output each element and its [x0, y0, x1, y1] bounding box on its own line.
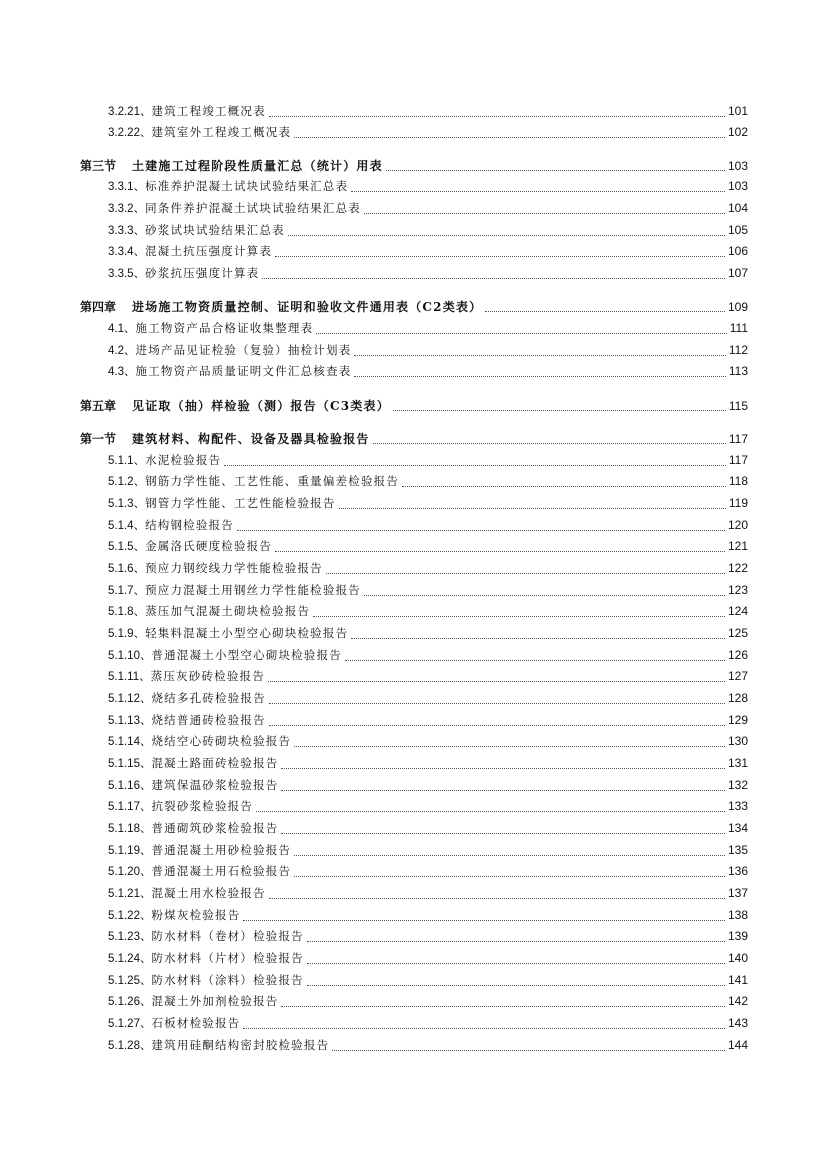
toc-entry-5-1-15[interactable] [108, 755, 748, 773]
entry-title: 砂浆抗压强度计算表 [145, 266, 260, 280]
toc-entry-5-1-16[interactable] [108, 777, 748, 795]
page-number: 106 [727, 244, 748, 258]
dot-leader [275, 246, 725, 257]
entry-number: 3.3.2、 [108, 203, 146, 215]
page-number: 133 [727, 799, 748, 813]
toc-entry-3-3-5[interactable] [108, 265, 748, 283]
entry-number: 5.1.3、 [108, 498, 146, 510]
dot-leader [332, 1040, 725, 1051]
entry-title: 粉煤灰检验报告 [151, 908, 241, 922]
page-number: 112 [728, 343, 748, 357]
page-number: 131 [727, 756, 748, 770]
entry-number: 3.3.4、 [108, 246, 146, 258]
toc-entry-5-1-1[interactable] [108, 452, 748, 470]
entry-number: 3.3.3、 [108, 225, 146, 237]
toc-entry-5-1-23[interactable] [108, 928, 748, 946]
page-number: 117 [728, 453, 748, 467]
entry-number: 5.1.17、 [108, 801, 152, 813]
dot-leader [307, 975, 725, 986]
page-number: 136 [727, 864, 748, 878]
entry-number: 5.1.7、 [108, 585, 146, 597]
page-number: 139 [727, 929, 748, 943]
toc-entry-5-1-5[interactable] [108, 538, 748, 556]
page-number: 135 [727, 843, 748, 857]
dot-leader [307, 953, 725, 964]
page-number: 138 [727, 908, 748, 922]
entry-number: 5.1.9、 [108, 628, 146, 640]
dot-leader [224, 455, 726, 466]
entry-title: 烧结空心砖砌块检验报告 [151, 734, 292, 748]
toc-entry-5-1-10[interactable] [108, 647, 748, 665]
page-number: 132 [727, 778, 748, 792]
toc-entry-5-1-7[interactable] [108, 582, 748, 600]
toc-entry-4-2[interactable] [108, 342, 748, 360]
section-number: 第一节 [80, 432, 117, 446]
page-number: 104 [727, 201, 748, 215]
dot-leader [269, 693, 725, 704]
entry-number: 3.3.1、 [108, 181, 146, 193]
toc-entry-5-1-27[interactable] [108, 1015, 748, 1033]
dot-leader [364, 203, 725, 214]
chapter-title: 见证取（抽）样检验（测）报告（C3类表） [132, 399, 390, 413]
entry-title: 烧结普通砖检验报告 [151, 713, 266, 727]
dot-leader [313, 606, 725, 617]
entry-title: 预应力钢绞线力学性能检验报告 [145, 561, 323, 575]
entry-title: 标准养护混凝土试块试验结果汇总表 [145, 179, 349, 193]
toc-chapter-4[interactable] [80, 298, 748, 316]
page-number: 119 [728, 496, 748, 510]
entry-number: 5.1.26、 [108, 996, 152, 1008]
page-number: 143 [727, 1016, 748, 1030]
entry-title: 普通砌筑砂浆检验报告 [151, 821, 279, 835]
page-number: 127 [727, 669, 748, 683]
entry-title: 防水材料（卷材）检验报告 [151, 929, 304, 943]
dot-leader [294, 845, 725, 856]
dot-leader [354, 366, 725, 377]
dot-leader [326, 563, 725, 574]
toc-entry-4-1[interactable] [108, 320, 748, 338]
page-number: 134 [727, 821, 748, 835]
page-number: 121 [727, 539, 748, 553]
toc-entry-3-2-22[interactable] [108, 124, 748, 142]
entry-title: 防水材料（片材）检验报告 [151, 951, 304, 965]
entry-number: 5.1.5、 [108, 541, 146, 553]
toc-entry-3-3-1[interactable] [108, 178, 748, 196]
toc-chapter-5[interactable] [80, 397, 748, 415]
page-number: 118 [728, 474, 748, 488]
page-number: 130 [727, 734, 748, 748]
section-title: 建筑材料、构配件、设备及器具检验报告 [132, 432, 370, 446]
entry-title: 砂浆试块试验结果汇总表 [145, 223, 285, 237]
toc-entry-5-1-12[interactable] [108, 690, 748, 708]
dot-leader [269, 715, 725, 726]
page-number: 142 [727, 994, 748, 1008]
entry-number: 5.1.28、 [108, 1040, 152, 1052]
page-number: 140 [727, 951, 748, 965]
dot-leader [243, 910, 725, 921]
dot-leader [281, 823, 724, 834]
entry-number: 4.2、 [108, 345, 136, 357]
entry-number: 3.2.22、 [108, 127, 152, 139]
entry-title: 蒸压加气混凝土砌块检验报告 [145, 604, 311, 618]
entry-title: 建筑室外工程竣工概况表 [151, 125, 292, 139]
entry-number: 3.2.21、 [108, 106, 152, 118]
page-number: 144 [727, 1038, 748, 1052]
chapter-title: 进场施工物资质量控制、证明和验收文件通用表（C2类表） [132, 300, 483, 314]
entry-title: 建筑保温砂浆检验报告 [151, 778, 279, 792]
entry-title: 混凝土用水检验报告 [151, 886, 266, 900]
entry-title: 混凝土抗压强度计算表 [145, 244, 273, 258]
entry-title: 普通混凝土用石检验报告 [151, 864, 292, 878]
chapter-number: 第五章 [80, 399, 117, 413]
entry-title: 普通混凝土小型空心砌块检验报告 [151, 648, 342, 662]
toc-entry-5-1-13[interactable] [108, 712, 748, 730]
dot-leader [269, 106, 725, 117]
entry-number: 5.1.15、 [108, 758, 152, 770]
toc-entry-5-1-25[interactable] [108, 972, 748, 990]
page-number: 102 [727, 125, 748, 139]
entry-number: 5.1.12、 [108, 693, 152, 705]
toc-entry-5-1-26[interactable] [108, 993, 748, 1011]
toc-entry-5-1-17[interactable] [108, 798, 748, 816]
dot-leader [256, 801, 725, 812]
entry-number: 5.1.4、 [108, 520, 146, 532]
entry-number: 5.1.10、 [108, 650, 152, 662]
entry-number: 5.1.16、 [108, 780, 152, 792]
toc-entry-3-3-2[interactable] [108, 200, 748, 218]
entry-number: 5.1.24、 [108, 953, 152, 965]
page-number: 126 [727, 648, 748, 662]
dot-leader [351, 628, 725, 639]
toc-entry-5-1-2[interactable] [108, 473, 748, 491]
dot-leader [268, 671, 725, 682]
section-title: 土建施工过程阶段性质量汇总（统计）用表 [132, 159, 383, 173]
entry-title: 石板材检验报告 [151, 1016, 241, 1030]
dot-leader [294, 866, 725, 877]
dot-leader [485, 301, 725, 312]
dot-leader [294, 127, 725, 138]
toc-entry-5-1-11[interactable] [108, 668, 748, 686]
dot-leader [364, 585, 725, 596]
entry-number: 5.1.21、 [108, 888, 152, 900]
toc-entry-5-1-22[interactable] [108, 907, 748, 925]
entry-title: 建筑工程竣工概况表 [151, 104, 266, 118]
entry-title: 钢管力学性能、工艺性能检验报告 [145, 496, 336, 510]
entry-title: 防水材料（涂料）检验报告 [151, 973, 304, 987]
entry-title: 钢筋力学性能、工艺性能、重量偏差检验报告 [145, 474, 400, 488]
entry-number: 5.1.22、 [108, 910, 152, 922]
toc-entry-5-1-21[interactable] [108, 885, 748, 903]
dot-leader [243, 1018, 725, 1029]
entry-title: 进场产品见证检验（复验）抽检计划表 [135, 343, 352, 357]
toc-entry-5-1-8[interactable] [108, 603, 748, 621]
page-number: 113 [728, 364, 748, 378]
toc-entry-5-1-24[interactable] [108, 950, 748, 968]
dot-leader [237, 520, 725, 531]
chapter-number: 第四章 [80, 300, 117, 314]
toc-section-3[interactable] [80, 157, 748, 175]
page-number: 103 [727, 179, 748, 193]
dot-leader [281, 780, 724, 791]
page-number: 137 [727, 886, 748, 900]
page-number: 128 [727, 691, 748, 705]
page-number: 101 [727, 104, 748, 118]
entry-title: 同条件养护混凝土试块试验结果汇总表 [145, 201, 361, 215]
toc-entry-5-1-19[interactable] [108, 842, 748, 860]
toc-entry-5-1-14[interactable] [108, 733, 748, 751]
page-number: 107 [727, 266, 748, 280]
toc-entry-4-3[interactable] [108, 363, 748, 381]
toc-entry-3-2-21[interactable] [108, 103, 748, 121]
dot-leader [402, 476, 726, 487]
toc-entry-5-1-9[interactable] [108, 625, 748, 643]
dot-leader [386, 160, 725, 171]
entry-title: 混凝土外加剂检验报告 [151, 994, 279, 1008]
entry-number: 5.1.8、 [108, 606, 146, 618]
toc-entry-5-1-18[interactable] [108, 820, 748, 838]
dot-leader [393, 400, 726, 411]
entry-number: 5.1.25、 [108, 975, 152, 987]
dot-leader [307, 931, 725, 942]
toc-entry-5-1-3[interactable] [108, 495, 748, 513]
entry-title: 施工物资产品质量证明文件汇总核查表 [135, 364, 352, 378]
entry-number: 3.3.5、 [108, 268, 146, 280]
dot-leader [269, 888, 725, 899]
section-number: 第三节 [80, 159, 117, 173]
entry-number: 5.1.6、 [108, 563, 146, 575]
page-number: 115 [728, 399, 748, 413]
entry-title: 混凝土路面砖检验报告 [151, 756, 279, 770]
dot-leader [281, 758, 724, 769]
entry-title: 结构钢检验报告 [145, 518, 234, 532]
toc-entry-5-1-28[interactable] [108, 1037, 748, 1055]
toc-entry-3-3-4[interactable] [108, 243, 748, 261]
dot-leader [281, 996, 724, 1007]
dot-leader [288, 225, 725, 236]
dot-leader [339, 498, 726, 509]
entry-title: 普通混凝土用砂检验报告 [151, 843, 292, 857]
entry-title: 预应力混凝土用钢丝力学性能检验报告 [145, 583, 361, 597]
entry-title: 烧结多孔砖检验报告 [151, 691, 266, 705]
page-number: 122 [727, 561, 748, 575]
page-number: 123 [727, 583, 748, 597]
page-number: 129 [727, 713, 748, 727]
page-number: 103 [727, 159, 748, 173]
entry-title: 施工物资产品合格证收集整理表 [135, 321, 314, 335]
dot-leader [345, 650, 725, 661]
entry-number: 5.1.20、 [108, 866, 152, 878]
entry-number: 5.1.2、 [108, 476, 146, 488]
page-number: 105 [727, 223, 748, 237]
entry-title: 抗裂砂浆检验报告 [151, 799, 254, 813]
dot-leader [275, 541, 725, 552]
entry-title: 建筑用硅酮结构密封胶检验报告 [151, 1038, 330, 1052]
page-number: 125 [727, 626, 748, 640]
dot-leader [294, 736, 725, 747]
dot-leader [316, 323, 726, 334]
entry-number: 5.1.13、 [108, 715, 152, 727]
entry-number: 5.1.19、 [108, 845, 152, 857]
page-number: 111 [729, 321, 748, 335]
entry-number: 5.1.27、 [108, 1018, 152, 1030]
page-number: 141 [727, 973, 748, 987]
toc-entry-3-3-3[interactable] [108, 222, 748, 240]
toc-section-1[interactable] [80, 430, 748, 448]
entry-number: 5.1.23、 [108, 931, 152, 943]
dot-leader [262, 268, 725, 279]
toc-entry-5-1-6[interactable] [108, 560, 748, 578]
page-number: 117 [728, 432, 748, 446]
toc-entry-5-1-4[interactable] [108, 517, 748, 535]
entry-number: 5.1.18、 [108, 823, 152, 835]
entry-number: 4.1、 [108, 323, 136, 335]
toc-entry-5-1-20[interactable] [108, 863, 748, 881]
entry-title: 轻集料混凝土小型空心砌块检验报告 [145, 626, 349, 640]
page-number: 120 [727, 518, 748, 532]
entry-title: 蒸压灰砂砖检验报告 [150, 669, 265, 683]
dot-leader [373, 433, 726, 444]
entry-title: 水泥检验报告 [145, 453, 222, 467]
entry-number: 5.1.1、 [108, 455, 146, 467]
page-number: 109 [727, 300, 748, 314]
dot-leader [354, 345, 725, 356]
entry-number: 4.3、 [108, 366, 136, 378]
entry-title: 金属洛氏硬度检验报告 [145, 539, 273, 553]
entry-number: 5.1.14、 [108, 736, 152, 748]
dot-leader [351, 181, 725, 192]
page-number: 124 [727, 604, 748, 618]
entry-number: 5.1.11、 [108, 671, 151, 683]
